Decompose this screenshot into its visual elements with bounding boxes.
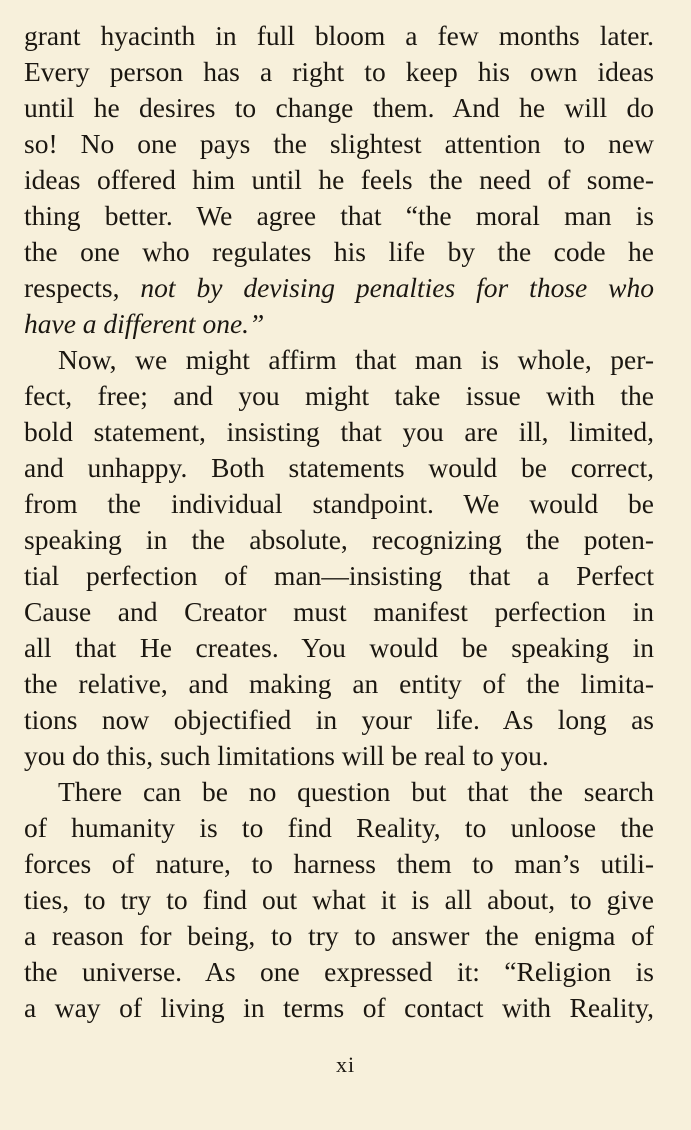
text-line: and unhappy. Both statements would be correct, bbox=[24, 452, 654, 483]
text-line: the relative, and making an entity of the limita- bbox=[24, 668, 654, 699]
text-line: the one who regulates his life by the code he bbox=[24, 236, 654, 267]
paragraph-start-line: There can be no question but that the search bbox=[58, 776, 654, 807]
text-line: the universe. As one expressed it: “Religion is bbox=[24, 956, 654, 987]
text-line: grant hyacinth in full bloom a few months later. bbox=[24, 20, 654, 51]
paragraph-start-line: Now, we might affirm that man is whole, per- bbox=[58, 344, 654, 375]
text-line: a reason for being, to try to answer the enigma of bbox=[24, 920, 654, 951]
text-line: all that He creates. You would be speaking in bbox=[24, 632, 654, 663]
body-text bbox=[24, 18, 654, 1026]
text-line-mixed bbox=[24, 270, 654, 306]
text-line: bold statement, insisting that you are ill, limited, bbox=[24, 416, 654, 447]
text-line: ideas offered him until he feels the need of some- bbox=[24, 164, 654, 195]
text-line: forces of nature, to harness them to man’s utili- bbox=[24, 848, 654, 879]
text-line: a way of living in terms of contact with Reality, bbox=[24, 992, 654, 1023]
text-line: Every person has a right to keep his own ideas bbox=[24, 56, 654, 87]
text-fragment: respects, bbox=[24, 272, 120, 303]
text-line: so! No one pays the slightest attention to new bbox=[24, 128, 654, 159]
text-line: tions now objectified in your life. As long as bbox=[24, 704, 654, 735]
italic-quote-line: have a different one.” bbox=[24, 308, 265, 339]
italic-quote: not by devising penalties for those who bbox=[140, 272, 654, 303]
text-line: ties, to try to find out what it is all about, to give bbox=[24, 884, 654, 915]
text-line: fect, free; and you might take issue with the bbox=[24, 380, 654, 411]
page-number: xi bbox=[335, 1052, 356, 1077]
text-line: from the individual standpoint. We would be bbox=[24, 488, 654, 519]
text-line: Cause and Creator must manifest perfection in bbox=[24, 596, 654, 627]
text-line: you do this, such limitations will be real to you. bbox=[24, 740, 549, 771]
text-line: tial perfection of man—insisting that a Perfect bbox=[24, 560, 654, 591]
text-line: of humanity is to find Reality, to unloose the bbox=[24, 812, 654, 843]
text-line: thing better. We agree that “the moral man is bbox=[24, 200, 654, 231]
text-line: speaking in the absolute, recognizing the poten- bbox=[24, 524, 654, 555]
text-line: until he desires to change them. And he will do bbox=[24, 92, 654, 123]
